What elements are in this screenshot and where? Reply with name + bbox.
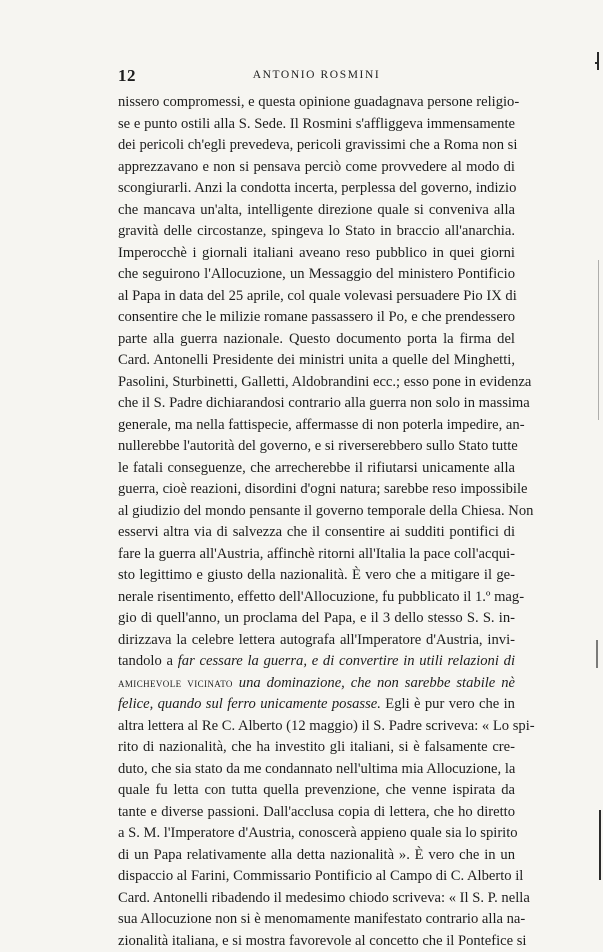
text-line: zionalità italiana, e si mostra favorevole al concetto che il Pontefice si bbox=[118, 931, 515, 952]
text-line: sua Allocuzione non si è menomamente manifestato contrario alla na- bbox=[118, 909, 515, 931]
text-line-italic-run bbox=[118, 694, 515, 716]
text-line: nerale risentimento, effetto dell'Allocuzione, fu pubblicato il 1.º mag- bbox=[118, 587, 515, 609]
text-line: dispaccio al Farini, Commissario Pontificio al Campo di C. Alberto il bbox=[118, 866, 515, 888]
text-line: a S. M. l'Imperatore d'Austria, conoscerà appieno quale sia lo spirito bbox=[118, 823, 515, 845]
edge-mark bbox=[597, 52, 599, 70]
text-line: Card. Antonelli Presidente dei ministri unita a quelle del Minghetti, bbox=[118, 350, 515, 372]
text-line: che seguirono l'Allocuzione, un Messaggio del ministero Pontificio bbox=[118, 264, 515, 286]
text-line: quale fu letta con tutta quella prevenzione, che venne ispirata da bbox=[118, 780, 515, 802]
text-line: dirizzava la celebre lettera autografa all'Imperatore d'Austria, invi- bbox=[118, 630, 515, 652]
text-line: Pasolini, Sturbinetti, Galletti, Aldobrandini ecc.; esso pone in evidenza bbox=[118, 372, 515, 394]
italic-segment: felice, quando sul ferro unicamente posasse. bbox=[118, 696, 381, 712]
edge-mark bbox=[596, 640, 598, 668]
text-line: di un Papa relativamente alla detta nazionalità ». È vero che in un bbox=[118, 845, 515, 867]
text-line: nullerebbe l'autorità del governo, e si riverserebbero sullo Stato tutte bbox=[118, 436, 515, 458]
body-text bbox=[118, 92, 515, 952]
text-line: duto, che sia stato da me condannato nell'ultima mia Allocuzione, la bbox=[118, 759, 515, 781]
text-line: Card. Antonelli ribadendo il medesimo chiodo scriveva: « Il S. P. nella bbox=[118, 888, 515, 910]
text-line: Imperocchè i giornali italiani aveano reso pubblico in quei giorni bbox=[118, 243, 515, 265]
text-line: consentire che le milizie romane passassero il Po, e che prendessero bbox=[118, 307, 515, 329]
text-line: generale, ma nella fattispecie, affermasse di non poterla impedire, an- bbox=[118, 415, 515, 437]
page-number: 12 bbox=[118, 66, 136, 86]
edge-mark bbox=[599, 810, 601, 880]
edge-mark bbox=[595, 62, 599, 64]
text-line: nissero compromessi, e questa opinione guadagnava persone religio- bbox=[118, 92, 515, 114]
text-line: gravità delle circostanze, spingeva lo Stato in braccio all'anarchia. bbox=[118, 221, 515, 243]
text-line: al giudizio del mondo pensante il governo temporale della Chiesa. Non bbox=[118, 501, 515, 523]
text-line: rito di nazionalità, che ha investito gli italiani, si è falsamente cre- bbox=[118, 737, 515, 759]
text-line: scongiurarli. Anzi la condotta incerta, perplessa del governo, indizio bbox=[118, 178, 515, 200]
text-line: altra lettera al Re C. Alberto (12 maggio) il S. Padre scriveva: « Lo spi- bbox=[118, 716, 515, 738]
text-line: che mancava un'alta, intelligente direzione quale si conveniva alla bbox=[118, 200, 515, 222]
text-line: esservi altra via di salvezza che il consentire ai sudditi pontifici di bbox=[118, 522, 515, 544]
text-line: guerra, cioè reazioni, disordini d'ogni natura; sarebbe reso impossibile bbox=[118, 479, 515, 501]
text-line: tante e diverse passioni. Dall'acclusa copia di lettera, che ho diretto bbox=[118, 802, 515, 824]
running-title: ANTONIO ROSMINI bbox=[118, 69, 515, 81]
edge-mark bbox=[598, 260, 599, 420]
smallcaps-segment: amichevole vicinato bbox=[118, 676, 233, 690]
text-line: sto legittimo e giusto della nazionalità. È vero che a mitigare il ge- bbox=[118, 565, 515, 587]
text-line: che il S. Padre dichiarandosi contrario alla guerra non solo in massima bbox=[118, 393, 515, 415]
text-line-italic-run bbox=[118, 673, 515, 695]
text-segment: tandolo a bbox=[118, 653, 178, 669]
text-line: al Papa in data del 25 aprile, col quale volevasi persuadere Pio IX di bbox=[118, 286, 515, 308]
text-line: dei pericoli ch'egli prevedeva, pericoli gravissimi che a Roma non si bbox=[118, 135, 515, 157]
text-line-italic-run bbox=[118, 651, 515, 673]
page-edge-scan-artifacts bbox=[590, 0, 603, 900]
text-line: parte alla guerra nazionale. Questo documento porta la firma del bbox=[118, 329, 515, 351]
page-header bbox=[118, 66, 515, 86]
text-line: gio di quell'anno, un proclama del Papa, e il 3 dello stesso S. S. in- bbox=[118, 608, 515, 630]
text-line: apprezzavano e non si pensava perciò come provvedere al modo di bbox=[118, 157, 515, 179]
text-line: se e punto ostili alla S. Sede. Il Rosmini s'affliggeva immensamente bbox=[118, 114, 515, 136]
italic-segment: una dominazione, che non sarebbe stabile nè bbox=[233, 675, 515, 691]
text-line: fare la guerra all'Austria, affinchè ritorni all'Italia la pace coll'acqui- bbox=[118, 544, 515, 566]
text-segment: Egli è pur vero che in bbox=[381, 696, 515, 712]
text-line: le fatali conseguenze, che arrecherebbe il rifiutarsi unicamente alla bbox=[118, 458, 515, 480]
italic-segment: far cessare la guerra, e di convertire in utili relazioni di bbox=[178, 653, 515, 669]
